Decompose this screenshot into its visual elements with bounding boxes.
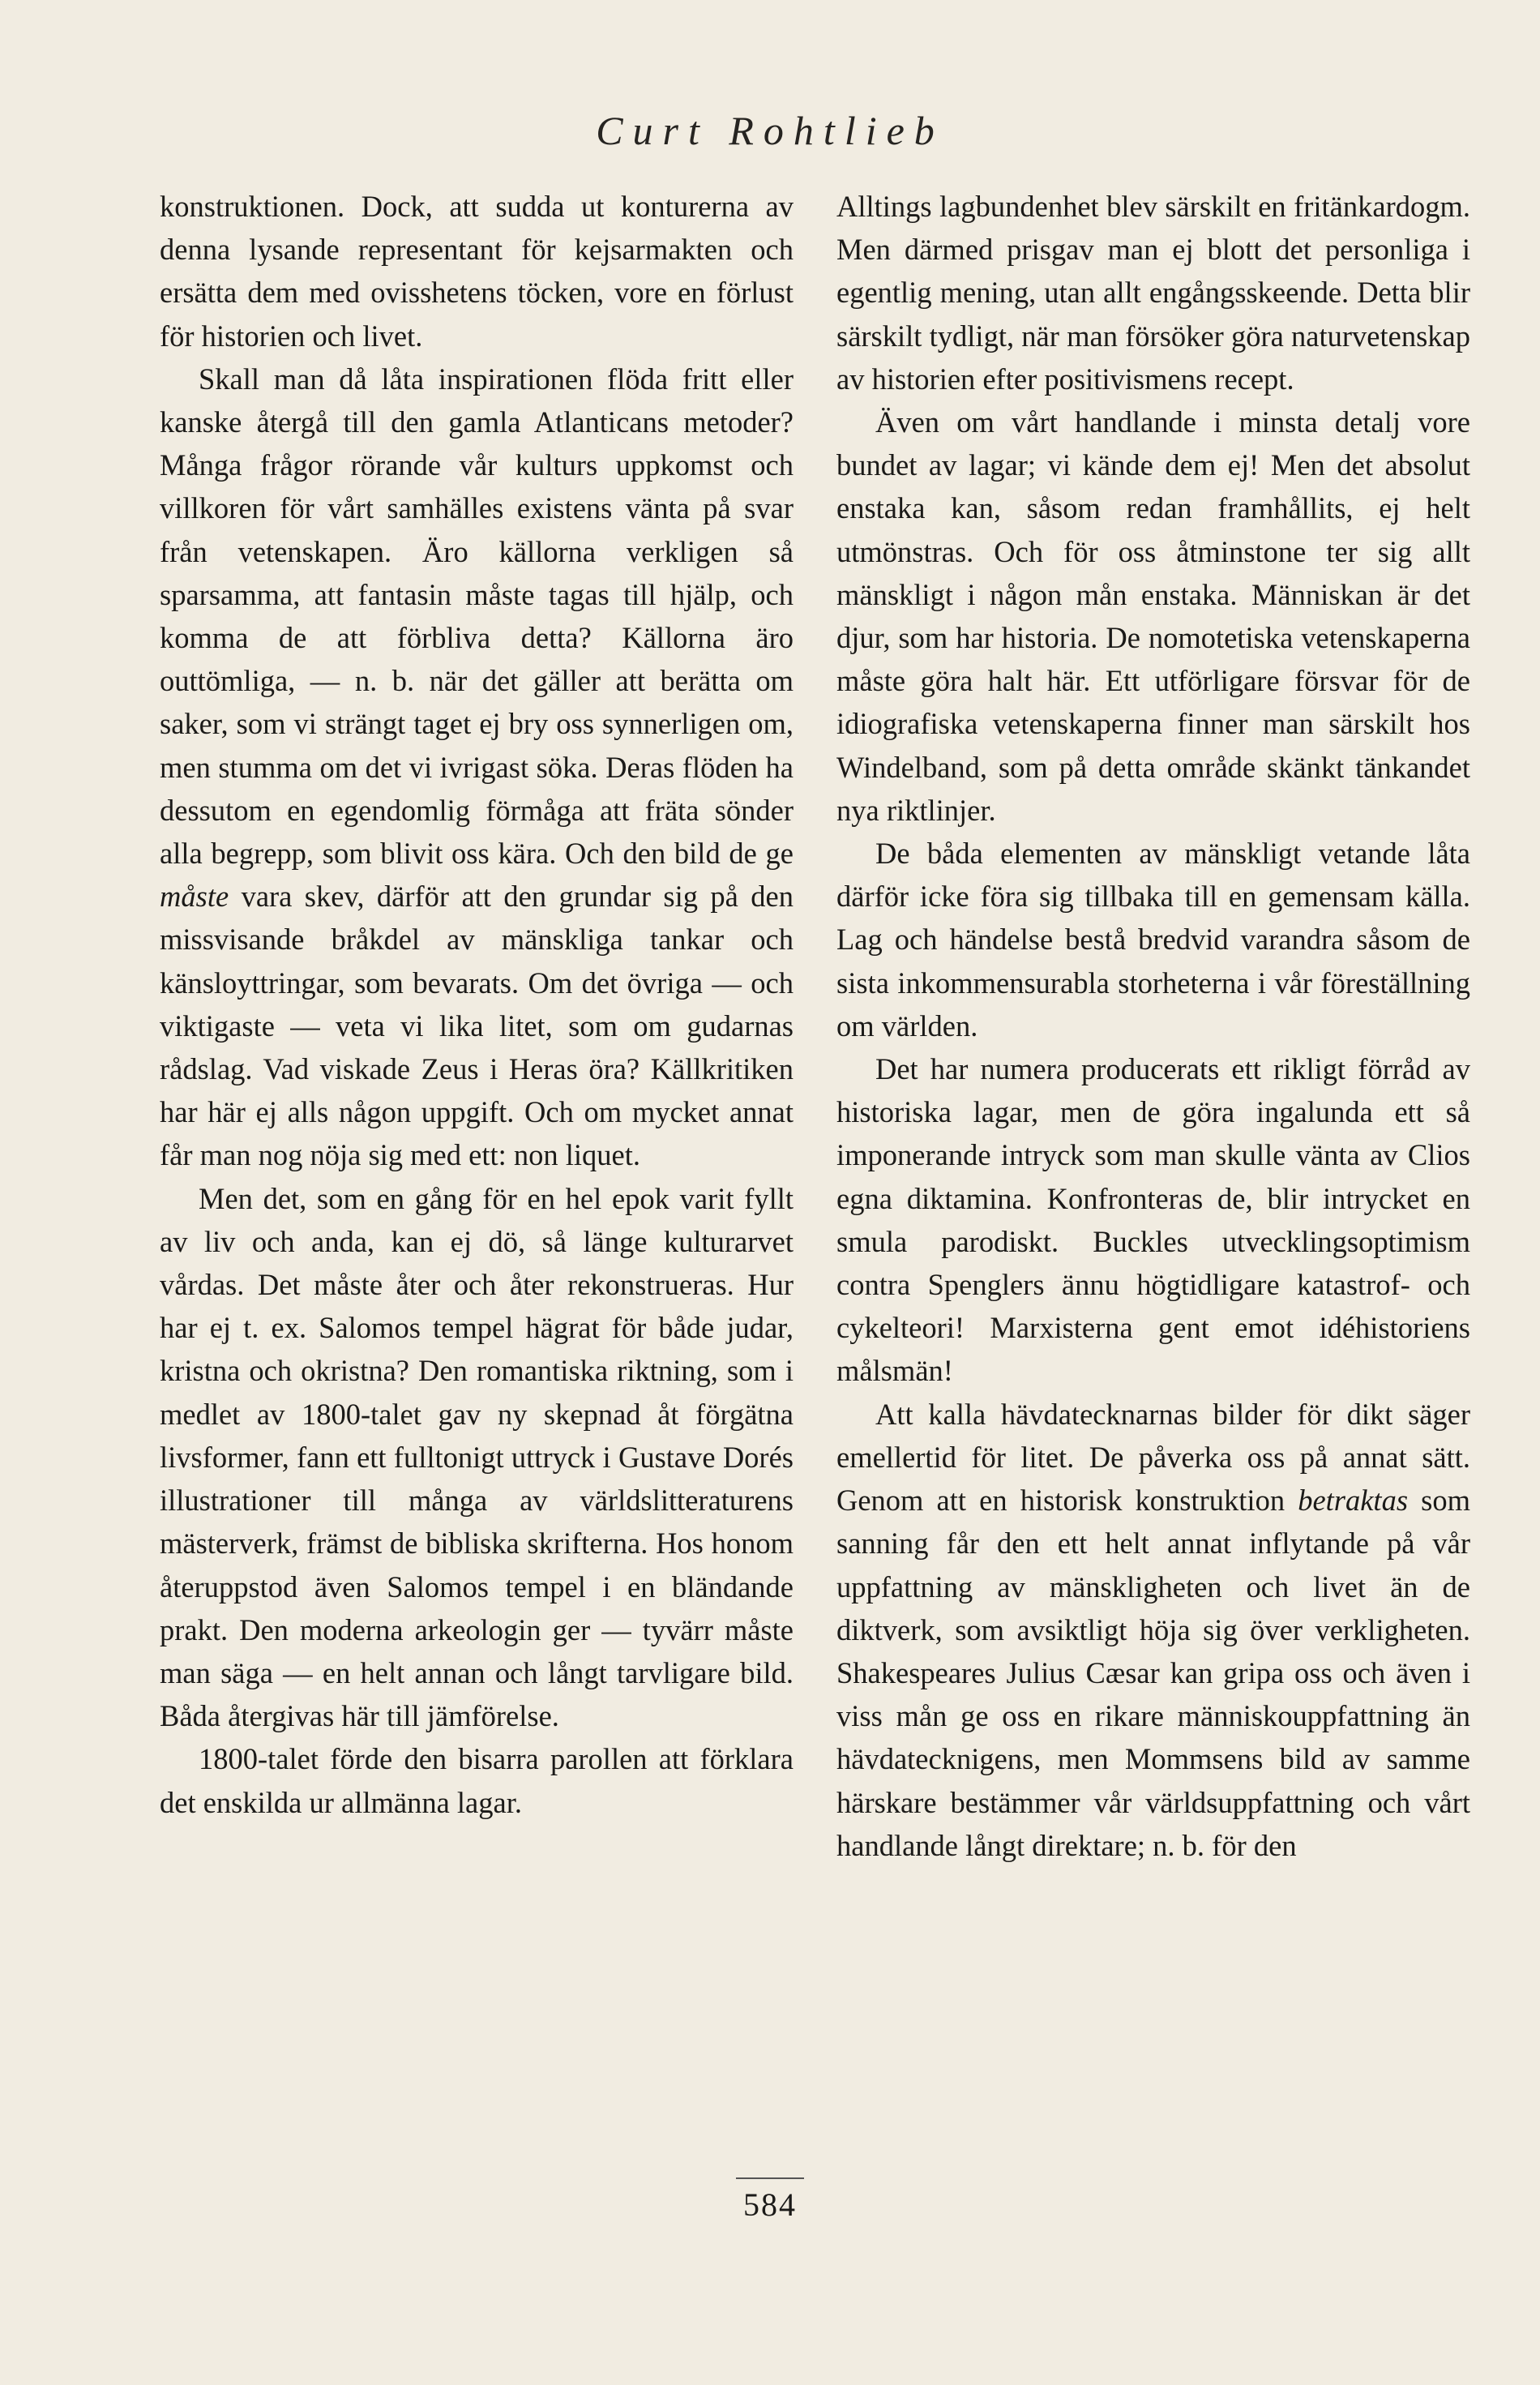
right-column [836, 185, 1470, 1867]
paragraph [836, 1393, 1470, 1867]
paragraph: konstruktionen. Dock, att sudda ut konturerna av denna lysande representant för kejsarmakten och ersätta dem med ovisshetens töcken, vore en förlust för historien och livet. [160, 190, 794, 353]
page-number: 584 [743, 2186, 797, 2223]
page-footer [0, 2177, 1540, 2224]
paragraph: Även om vårt handlande i minsta detalj vore bundet av lagar; vi kände dem ej! Men det absolut enstaka kan, såsom redan framhållits, ej helt utmönstras. Och för oss åtminstone ter sig allt mänskligt i någon mån enstaka. Människan är det djur, som har historia. De nomotetiska vetenskaperna måste göra halt här. Ett utförligare försvar för de idiografiska vetenskaperna finner man särskilt hos Windelband, som på detta område skänkt tänkandet nya riktlinjer. [836, 405, 1470, 827]
divider [736, 2177, 804, 2179]
paragraph [160, 358, 794, 1177]
paragraph: Alltings lagbundenhet blev särskilt en fritänkardogm. Men därmed prisgav man ej blott det personliga i egentlig mening, utan allt engångsskeende. Detta blir särskilt tydligt, när man försöker göra naturvetenskap av historien efter positivismens recept. [836, 190, 1470, 396]
paragraph-text: Att kalla hävdatecknarnas bilder för dikt säger emellertid för litet. De påverka oss på annat sätt. Genom att en historisk konstruktion [836, 1397, 1470, 1518]
emphasis: måste [160, 880, 229, 914]
paragraph: 1800-talet förde den bisarra parollen att förklara det enskilda ur allmänna lagar. [160, 1742, 794, 1819]
paragraph: Det har numera producerats ett rikligt förråd av historiska lagar, men de göra ingalunda ett så imponerande intryck som man skulle vänta av Clios egna diktamina. Konfronteras de, blir intrycket en smula parodiskt. Buckles utvecklingsoptimism contra Spenglers ännu högtidligare katastrof- och cykelteori! Marxisterna gent emot idéhistoriens målsmän! [836, 1052, 1470, 1388]
paragraph-text: vara skev, därför att den grundar sig på den missvisande bråkdel av mänskliga tankar och känsloyttringar, som bevarats. Om det övriga — och viktigaste — veta vi lika litet, som om gudarnas rådslag. Vad viskade Zeus i Heras öra? Källkritiken har här ej alls någon uppgift. Och om mycket annat får man nog nöja sig med ett: non liquet. [160, 880, 794, 1172]
running-title: Curt Rohtlieb [596, 108, 944, 153]
left-column [160, 185, 794, 1824]
paragraph-text: Skall man då låta inspirationen flöda fritt eller kanske återgå till den gamla Atlanticans metoder? Många frågor rörande vår kulturs uppkomst och villkoren för vårt samhälles existens vänta på svar från vetenskapen. Äro källorna verkligen så sparsamma, att fantasin måste tagas till hjälp, och komma de att förbliva detta? Källorna äro outtömliga, — n. b. när det gäller att berätta om saker, som vi strängt taget ej bry oss synnerligen om, men stumma om det vi ivrigast söka. Deras flöden ha dessutom en egendomlig förmåga att fräta sönder alla begrepp, som blivit oss kära. Och den bild de ge [160, 362, 794, 871]
emphasis: betraktas [1298, 1484, 1409, 1518]
paragraph: De båda elementen av mänskligt vetande låta därför icke föra sig tillbaka till en gemensam källa. Lag och händelse bestå bredvid varandra såsom de sista inkommensurabla storheterna i vår föreställning om världen. [836, 837, 1470, 1043]
paragraph: Men det, som en gång för en hel epok varit fyllt av liv och anda, kan ej dö, så länge kulturarvet vårdas. Det måste åter och åter rekonstrueras. Hur har ej t. ex. Salomos tempel hägrat för både judar, kristna och okristna? Den romantiska riktning, som i medlet av 1800-talet gav ny skepnad åt förgätna livsformer, fann ett fulltonigt uttryck i Gustave Dorés illustrationer till många av världslitteraturens mästerverk, främst de bibliska skrifterna. Hos honom återuppstod även Salomos tempel i en bländande prakt. Den moderna arkeologin ger — tyvärr måste man säga — en helt annan och långt tarvligare bild. Båda återgivas här till jämförelse. [160, 1181, 794, 1733]
paragraph-text: som sanning får den ett helt annat inflytande på vår uppfattning av mänskligheten och livet än de diktverk, som avsiktligt höja sig över verkligheten. Shakespeares Julius Cæsar kan gripa oss och även i viss mån ge oss en rikare människouppfattning än hävdatecknigens, men Mommsens bild av samme härskare bestämmer vår världsuppfattning och vårt handlande långt direktare; n. b. för den [836, 1484, 1470, 1862]
